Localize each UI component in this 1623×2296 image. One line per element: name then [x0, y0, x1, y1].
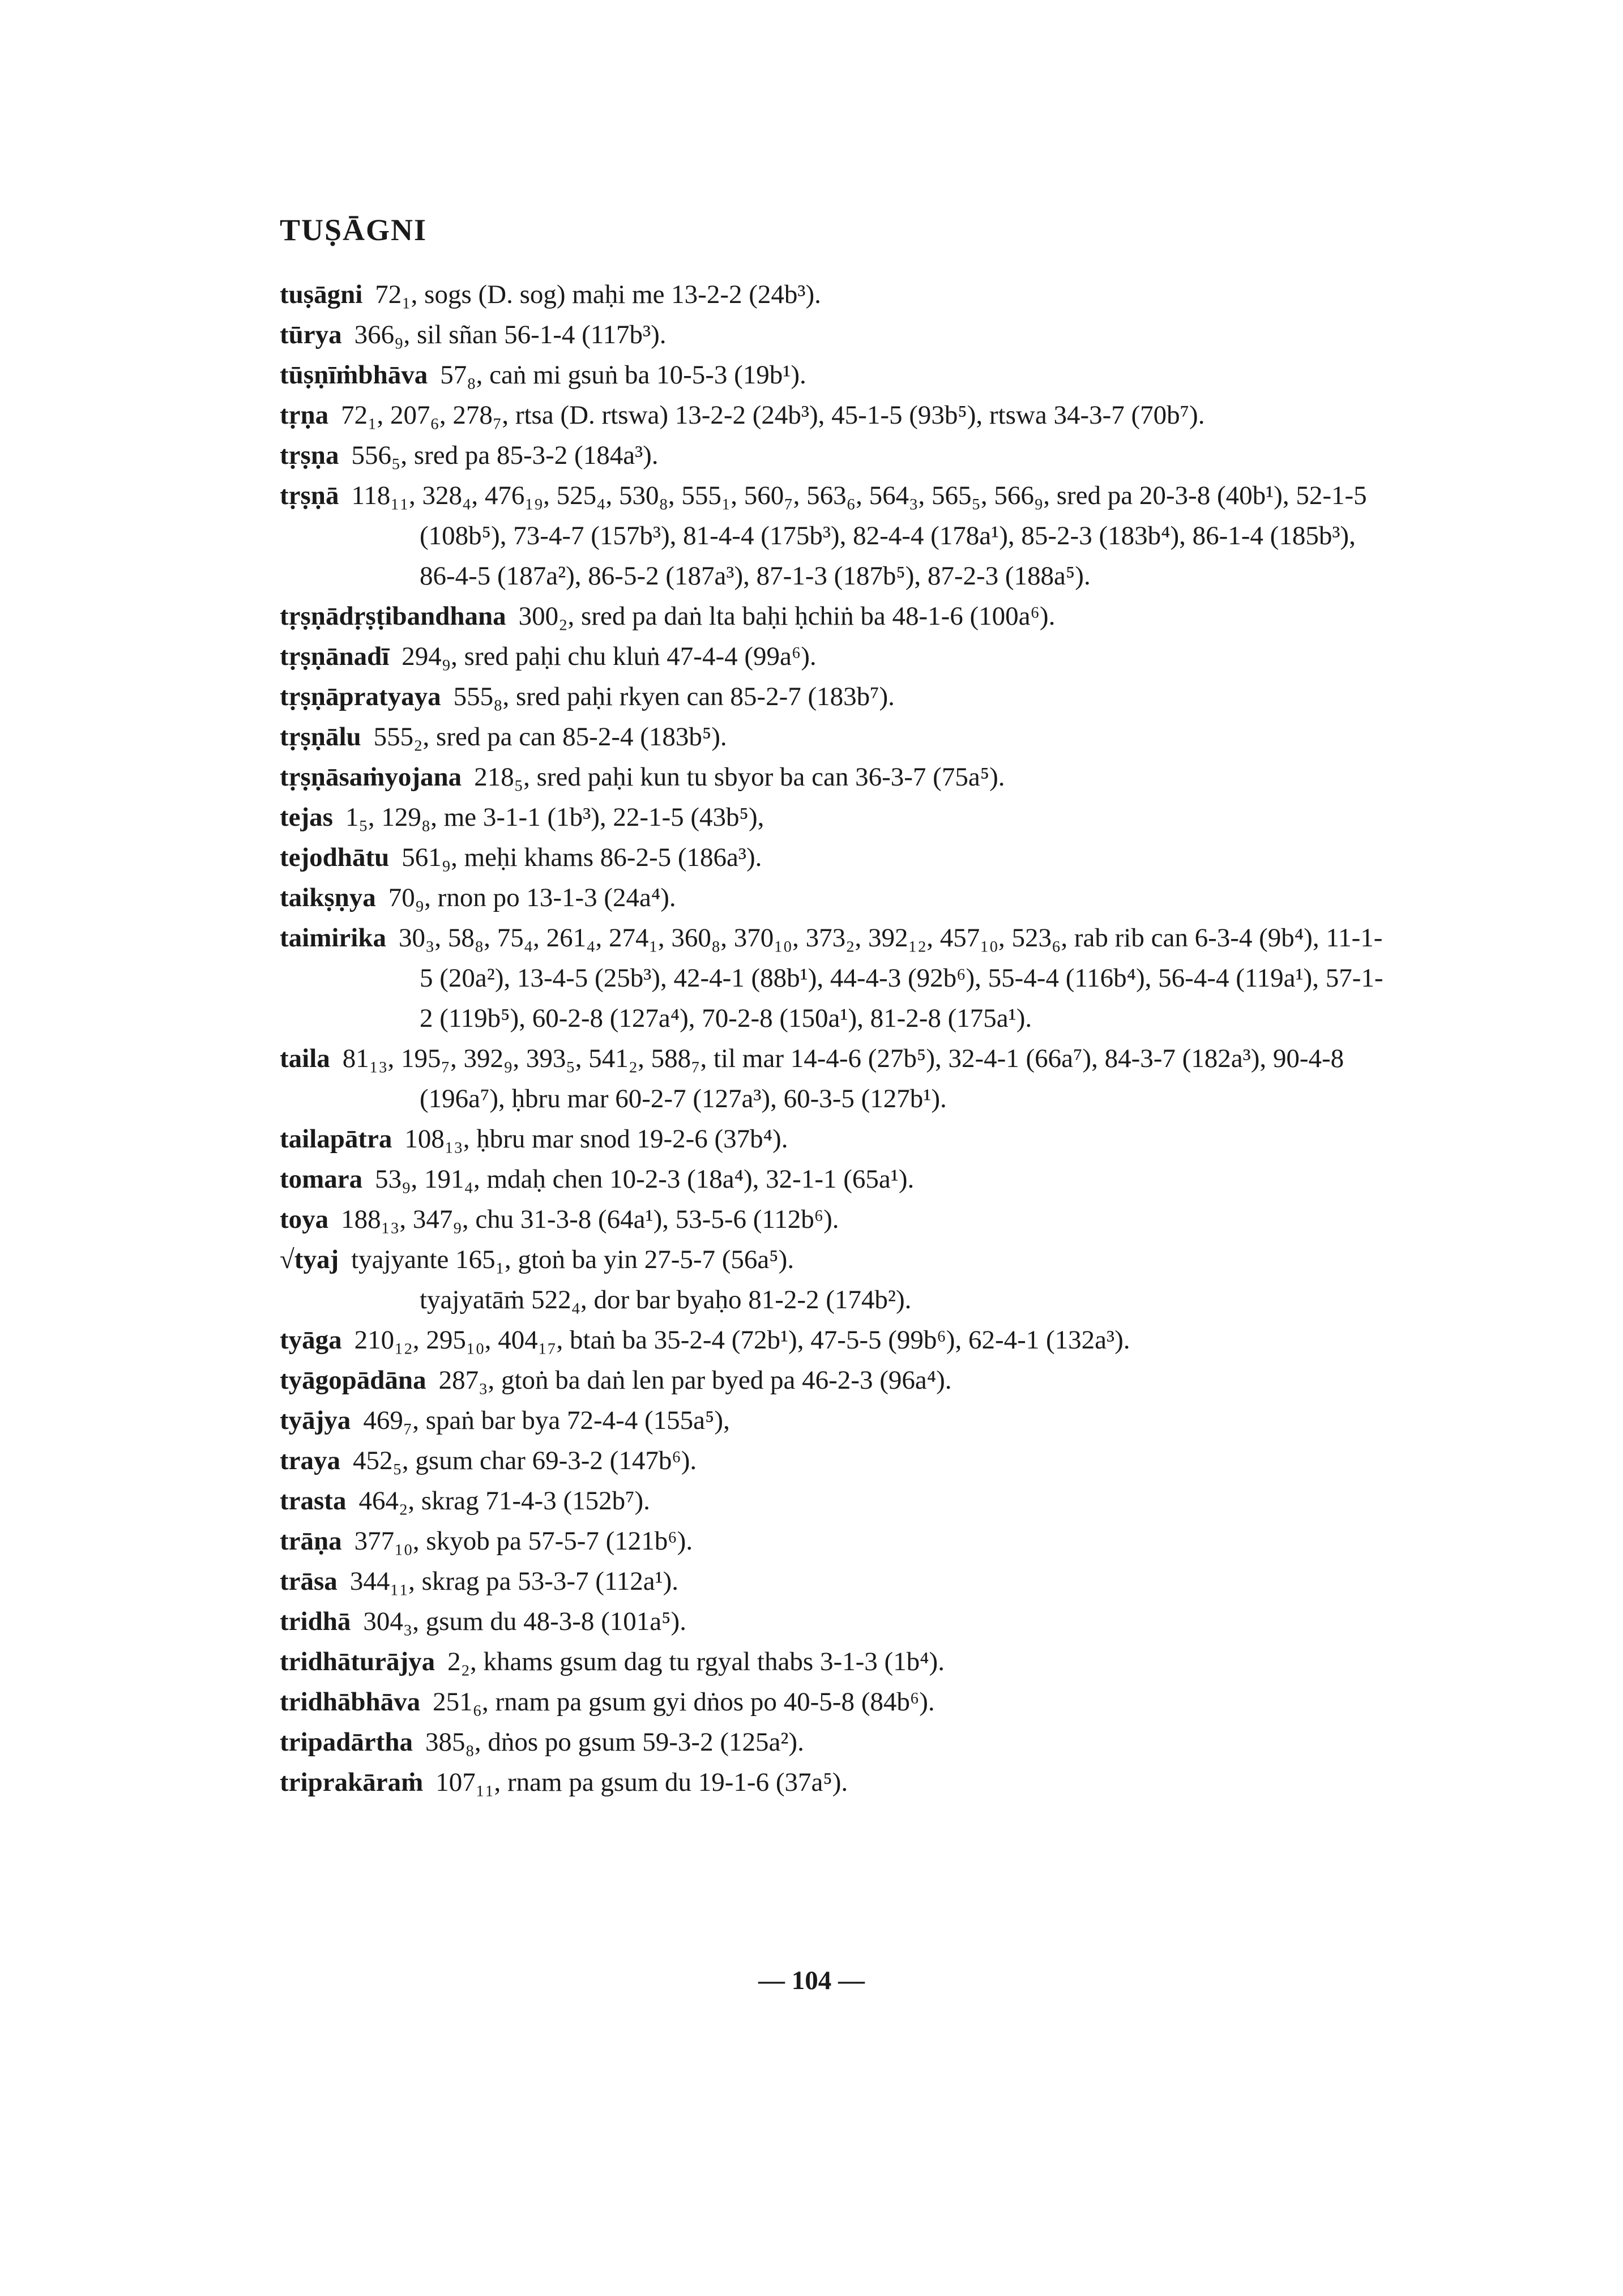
dictionary-entry: [280, 1240, 1390, 1280]
dictionary-entry: [280, 476, 1390, 596]
entry-gloss: 344₁₁, skrag pa 53-3-7 (112a¹).: [349, 1567, 679, 1596]
entry-gloss: 53₉, 191₄, mdaḥ chen 10-2-3 (18a⁴), 32-1-1 (65a¹).: [375, 1164, 915, 1194]
dictionary-entry: [280, 757, 1390, 797]
entry-gloss: 2₂, khams gsum dag tu rgyal thabs 3-1-3 (1b⁴).: [447, 1647, 945, 1676]
entry-gloss: 30₃, 58₈, 75₄, 261₄, 274₁, 360₈, 370₁₀, 373₂, 392₁₂, 457₁₀, 523₆, rab rib can 6-3-4 (9b⁴), 11-1-5 (20a²), 13-4-5 (25b³), 42-4-1 (88b¹), 44-4-3 (92b⁶), 55-4-4 (116b⁴), 56-4-4 (119a¹), 57-1-2 (119b⁵), 60-2-8 (127a⁴), 70-2-8 (150a¹), 81-2-8 (175a¹).: [398, 923, 1383, 1033]
dictionary-entry: [280, 1602, 1390, 1642]
dictionary-entry: [280, 878, 1390, 918]
entry-headword: tṛṣṇā: [280, 481, 339, 510]
dictionary-entry: [280, 1521, 1390, 1561]
dictionary-entry: [280, 1762, 1390, 1803]
entry-headword: trāṇa: [280, 1526, 342, 1556]
dictionary-entry: [280, 797, 1390, 838]
dictionary-entry: [280, 1320, 1390, 1360]
entry-headword: tridhābhāva: [280, 1687, 421, 1717]
entry-gloss: 70₉, rnon po 13-1-3 (24a⁴).: [388, 883, 676, 912]
entry-headword: tridhāturājya: [280, 1647, 435, 1676]
dictionary-entry: [280, 355, 1390, 395]
entry-headword: tomara: [280, 1164, 363, 1194]
entry-headword: tripadārtha: [280, 1727, 413, 1757]
entry-headword: tailapātra: [280, 1124, 392, 1154]
entry-gloss: 251₆, rnam pa gsum gyi dṅos po 40-5-8 (84b⁶).: [433, 1687, 935, 1717]
entry-headword: tyāgopādāna: [280, 1365, 426, 1395]
entry-gloss: 210₁₂, 295₁₀, 404₁₇, btaṅ ba 35-2-4 (72b¹), 47-5-5 (99b⁶), 62-4-1 (132a³).: [354, 1325, 1130, 1355]
entry-headword: tṛṣṇādṛṣṭibandhana: [280, 601, 506, 631]
dictionary-entry: [280, 1280, 1390, 1320]
entry-headword: tuṣāgni: [280, 280, 363, 309]
dictionary-entry: [280, 717, 1390, 757]
page-number: — 104 —: [758, 1966, 865, 1995]
dictionary-entry: [280, 315, 1390, 355]
entry-headword: tṛṣṇāpratyaya: [280, 682, 441, 711]
entry-headword: taimirika: [280, 923, 386, 953]
entry-headword: tūrya: [280, 320, 342, 349]
dictionary-entry: [280, 1481, 1390, 1521]
dictionary-entry: [280, 1642, 1390, 1682]
entry-headword: tṛṣṇāsaṁyojana: [280, 762, 462, 792]
entry-gloss: 81₁₃, 195₇, 392₉, 393₅, 541₂, 588₇, til mar 14-4-6 (27b⁵), 32-4-1 (66a⁷), 84-3-7 (182a³), 90-4-8 (196a⁷), ḥbru mar 60-2-7 (127a³), 60-3-5 (127b¹).: [342, 1044, 1344, 1113]
dictionary-entry: [280, 1401, 1390, 1441]
entry-headword: tejodhātu: [280, 843, 390, 872]
entry-gloss: 118₁₁, 328₄, 476₁₉, 525₄, 530₈, 555₁, 560₇, 563₆, 564₃, 565₅, 566₉, sred pa 20-3-8 (40b¹), 52-1-5 (108b⁵), 73-4-7 (157b³), 81-4-4 (175b³), 82-4-4 (178a¹), 85-2-3 (183b⁴), 86-1-4 (185b³), 86-4-5 (187a²), 86-5-2 (187a³), 87-1-3 (187b⁵), 87-2-3 (188a⁵).: [351, 481, 1367, 591]
entry-gloss: 377₁₀, skyob pa 57-5-7 (121b⁶).: [354, 1526, 693, 1556]
dictionary-entry: [280, 677, 1390, 717]
dictionary-entry: [280, 1159, 1390, 1200]
dictionary-entry: [280, 1200, 1390, 1240]
entry-headword: tṛṇa: [280, 400, 329, 430]
entry-gloss: 188₁₃, 347₉, chu 31-3-8 (64a¹), 53-5-6 (112b⁶).: [341, 1205, 839, 1234]
entry-headword: traya: [280, 1446, 341, 1475]
dictionary-entry: [280, 637, 1390, 677]
entry-gloss: 452₅, gsum char 69-3-2 (147b⁶).: [353, 1446, 697, 1475]
dictionary-entry: [280, 275, 1390, 315]
entry-gloss: 57₈, caṅ mi gsuṅ ba 10-5-3 (19b¹).: [440, 360, 806, 390]
entry-headword: toya: [280, 1205, 329, 1234]
entry-headword: tṛṣṇālu: [280, 722, 361, 752]
entry-headword: tūṣṇīṁbhāva: [280, 360, 428, 390]
entry-headword: trasta: [280, 1486, 347, 1516]
entry-headword: taikṣṇya: [280, 883, 376, 912]
dictionary-entry: [280, 1722, 1390, 1762]
entry-gloss: tyajyante 165₁, gtoṅ ba yin 27-5-7 (56a⁵).: [351, 1245, 795, 1274]
entry-list: [280, 275, 1390, 1803]
entry-gloss: 469₇, spaṅ bar bya 72-4-4 (155a⁵),: [363, 1406, 730, 1435]
dictionary-entry: [280, 1360, 1390, 1401]
dictionary-entry: [280, 838, 1390, 878]
entry-gloss: tyajyatāṁ 522₄, dor bar byaḥo 81-2-2 (174b²).: [420, 1285, 912, 1315]
entry-gloss: 464₂, skrag 71-4-3 (152b⁷).: [358, 1486, 650, 1516]
entry-gloss: 72₁, 207₆, 278₇, rtsa (D. rtswa) 13-2-2 (24b³), 45-1-5 (93b⁵), rtswa 34-3-7 (70b⁷).: [341, 400, 1205, 430]
entry-headword: triprakāraṁ: [280, 1768, 424, 1797]
entry-gloss: 556₅, sred pa 85-3-2 (184a³).: [351, 441, 659, 470]
entry-gloss: 287₃, gtoṅ ba daṅ len par byed pa 46-2-3 (96a⁴).: [438, 1365, 952, 1395]
dictionary-entry: [280, 395, 1390, 436]
entry-gloss: 108₁₃, ḥbru mar snod 19-2-6 (37b⁴).: [404, 1124, 788, 1154]
entry-headword: tṛṣṇānadī: [280, 642, 390, 671]
entry-gloss: 218₅, sred paḥi kun tu sbyor ba can 36-3-7 (75a⁵).: [474, 762, 1005, 792]
entry-gloss: 72₁, sogs (D. sog) maḥi me 13-2-2 (24b³).: [375, 280, 821, 309]
entry-gloss: 366₉, sil sñan 56-1-4 (117b³).: [354, 320, 667, 349]
entry-headword: √tyaj: [280, 1245, 339, 1274]
dictionary-entry: [280, 1039, 1390, 1119]
entry-gloss: 555₂, sred pa can 85-2-4 (183b⁵).: [373, 722, 727, 752]
dictionary-entry: [280, 436, 1390, 476]
entry-gloss: 1₅, 129₈, me 3-1-1 (1b³), 22-1-5 (43b⁵),: [345, 803, 764, 832]
entry-gloss: 561₉, meḥi khams 86-2-5 (186a³).: [402, 843, 762, 872]
entry-headword: taila: [280, 1044, 330, 1073]
entry-gloss: 107₁₁, rnam pa gsum du 19-1-6 (37a⁵).: [435, 1768, 848, 1797]
entry-gloss: 300₂, sred pa daṅ lta baḥi ḥchiṅ ba 48-1-6 (100a⁶).: [518, 601, 1056, 631]
entry-headword: tyāga: [280, 1325, 342, 1355]
entry-headword: tejas: [280, 803, 333, 832]
entry-headword: trāsa: [280, 1567, 338, 1596]
entry-headword: tridhā: [280, 1607, 351, 1636]
entry-headword: tṛṣṇa: [280, 441, 339, 470]
entry-gloss: 385₈, dṅos po gsum 59-3-2 (125a²).: [425, 1727, 804, 1757]
dictionary-entry: [280, 1441, 1390, 1481]
entry-headword: tyājya: [280, 1406, 351, 1435]
dictionary-entry: [280, 918, 1390, 1039]
entry-gloss: 555₈, sred paḥi rkyen can 85-2-7 (183b⁷).: [453, 682, 895, 711]
dictionary-entry: [280, 1561, 1390, 1602]
dictionary-entry: [280, 1682, 1390, 1722]
entry-gloss: 304₃, gsum du 48-3-8 (101a⁵).: [363, 1607, 686, 1636]
dictionary-entry: [280, 1119, 1390, 1159]
entry-gloss: 294₉, sred paḥi chu kluṅ 47-4-4 (99a⁶).: [402, 642, 817, 671]
running-head: TUṢĀGNI: [280, 213, 428, 247]
dictionary-entry: [280, 596, 1390, 637]
